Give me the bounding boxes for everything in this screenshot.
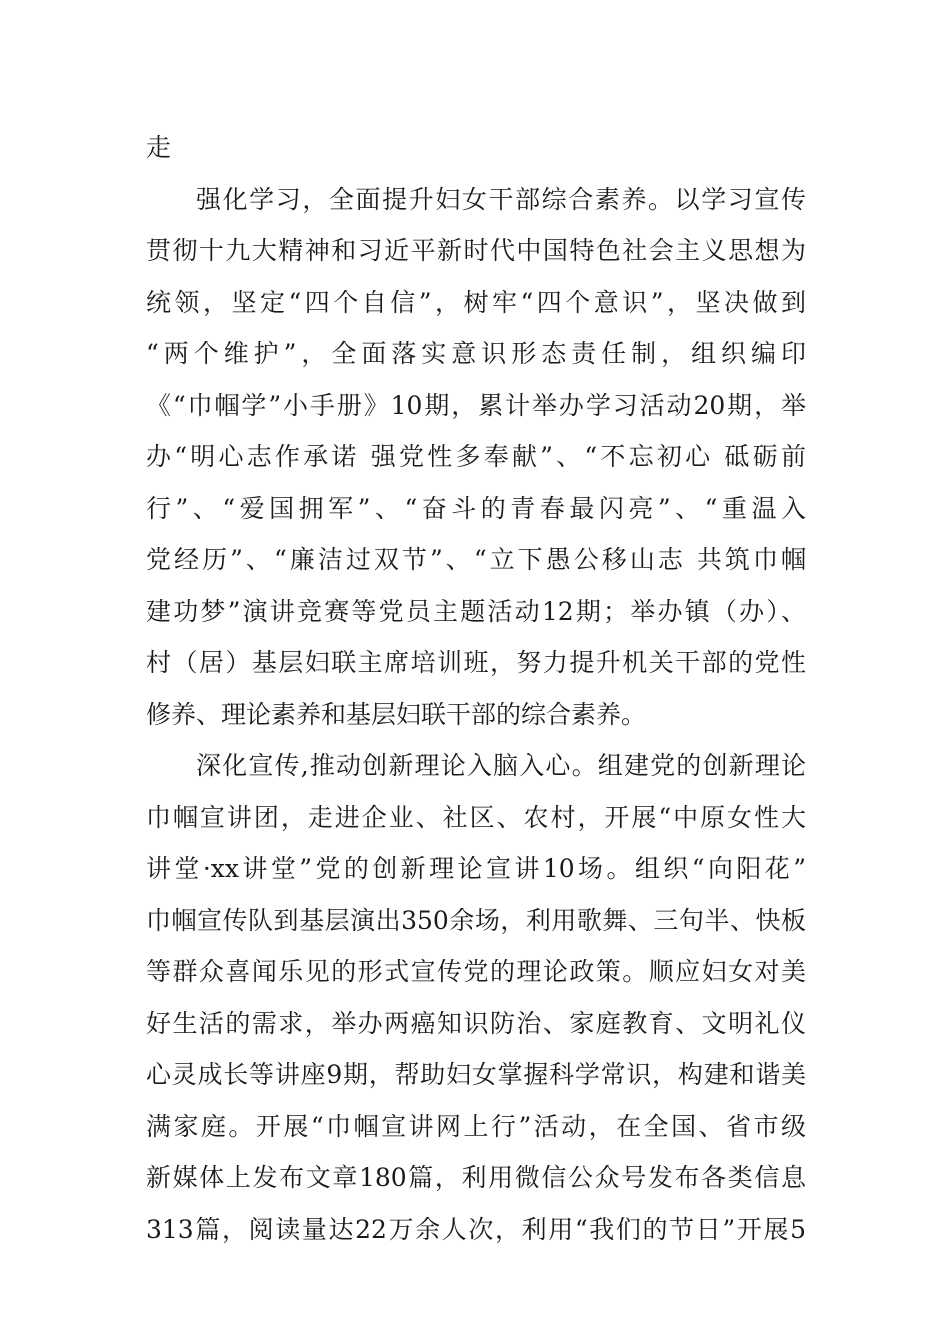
paragraph-1-line-2: 贯彻十九大精神和习近平新时代中国特色社会主义思想为 — [146, 236, 806, 265]
paragraph-1-line-6: 办“明心志作承诺 强党性多奉献”、“不忘初心 砥砺前 — [146, 442, 806, 471]
paragraph-1-line-10: 村（居）基层妇联主席培训班，努力提升机关干部的党性 — [146, 648, 806, 677]
paragraph-2-line-5: 等群众喜闻乐见的形式宣传党的理论政策。顺应妇女对美 — [146, 957, 806, 986]
paragraph-2-line-3: 讲堂·xx讲堂”党的创新理论宣讲10场。组织“向阳花” — [146, 854, 806, 883]
paragraph-2-line-6: 好生活的需求，举办两癌知识防治、家庭教育、文明礼仪 — [146, 1009, 806, 1038]
text-line-1: 走 — [146, 133, 172, 162]
paragraph-1-line-9: 建功梦”演讲竞赛等党员主题活动12期；举办镇（办）、 — [146, 597, 806, 626]
paragraph-2-line-4: 巾帼宣传队到基层演出350余场，利用歌舞、三句半、快板 — [146, 906, 806, 935]
paragraph-2-line-8: 满家庭。开展“巾帼宣讲网上行”活动，在全国、省市级 — [146, 1112, 806, 1141]
paragraph-2-line-7: 心灵成长等讲座9期，帮助妇女掌握科学常识，构建和谐美 — [146, 1060, 806, 1089]
paragraph-2-line-9: 新媒体上发布文章180篇，利用微信公众号发布各类信息 — [146, 1163, 806, 1192]
paragraph-2-line-1: 深化宣传,推动创新理论入脑入心。组建党的创新理论 — [196, 751, 806, 780]
paragraph-1-line-8: 党经历”、“廉洁过双节”、“立下愚公移山志 共筑巾帼 — [146, 545, 806, 574]
paragraph-1-line-4: “两个维护”，全面落实意识形态责任制，组织编印 — [146, 339, 806, 368]
paragraph-2-line-10: 313篇，阅读量达22万余人次，利用“我们的节日”开展5 — [146, 1215, 806, 1244]
paragraph-1-line-1: 强化学习，全面提升妇女干部综合素养。以学习宣传 — [196, 185, 806, 214]
paragraph-1-line-3: 统领，坚定“四个自信”，树牢“四个意识”，坚决做到 — [146, 288, 806, 317]
paragraph-1-line-7: 行”、“爱国拥军”、“奋斗的青春最闪亮”、“重温入 — [146, 494, 806, 523]
paragraph-2-line-2: 巾帼宣讲团，走进企业、社区、农村，开展“中原女性大 — [146, 803, 806, 832]
paragraph-1-line-5: 《“巾帼学”小手册》10期，累计举办学习活动20期，举 — [146, 391, 806, 420]
paragraph-1-line-11: 修养、理论素养和基层妇联干部的综合素养。 — [146, 700, 647, 729]
